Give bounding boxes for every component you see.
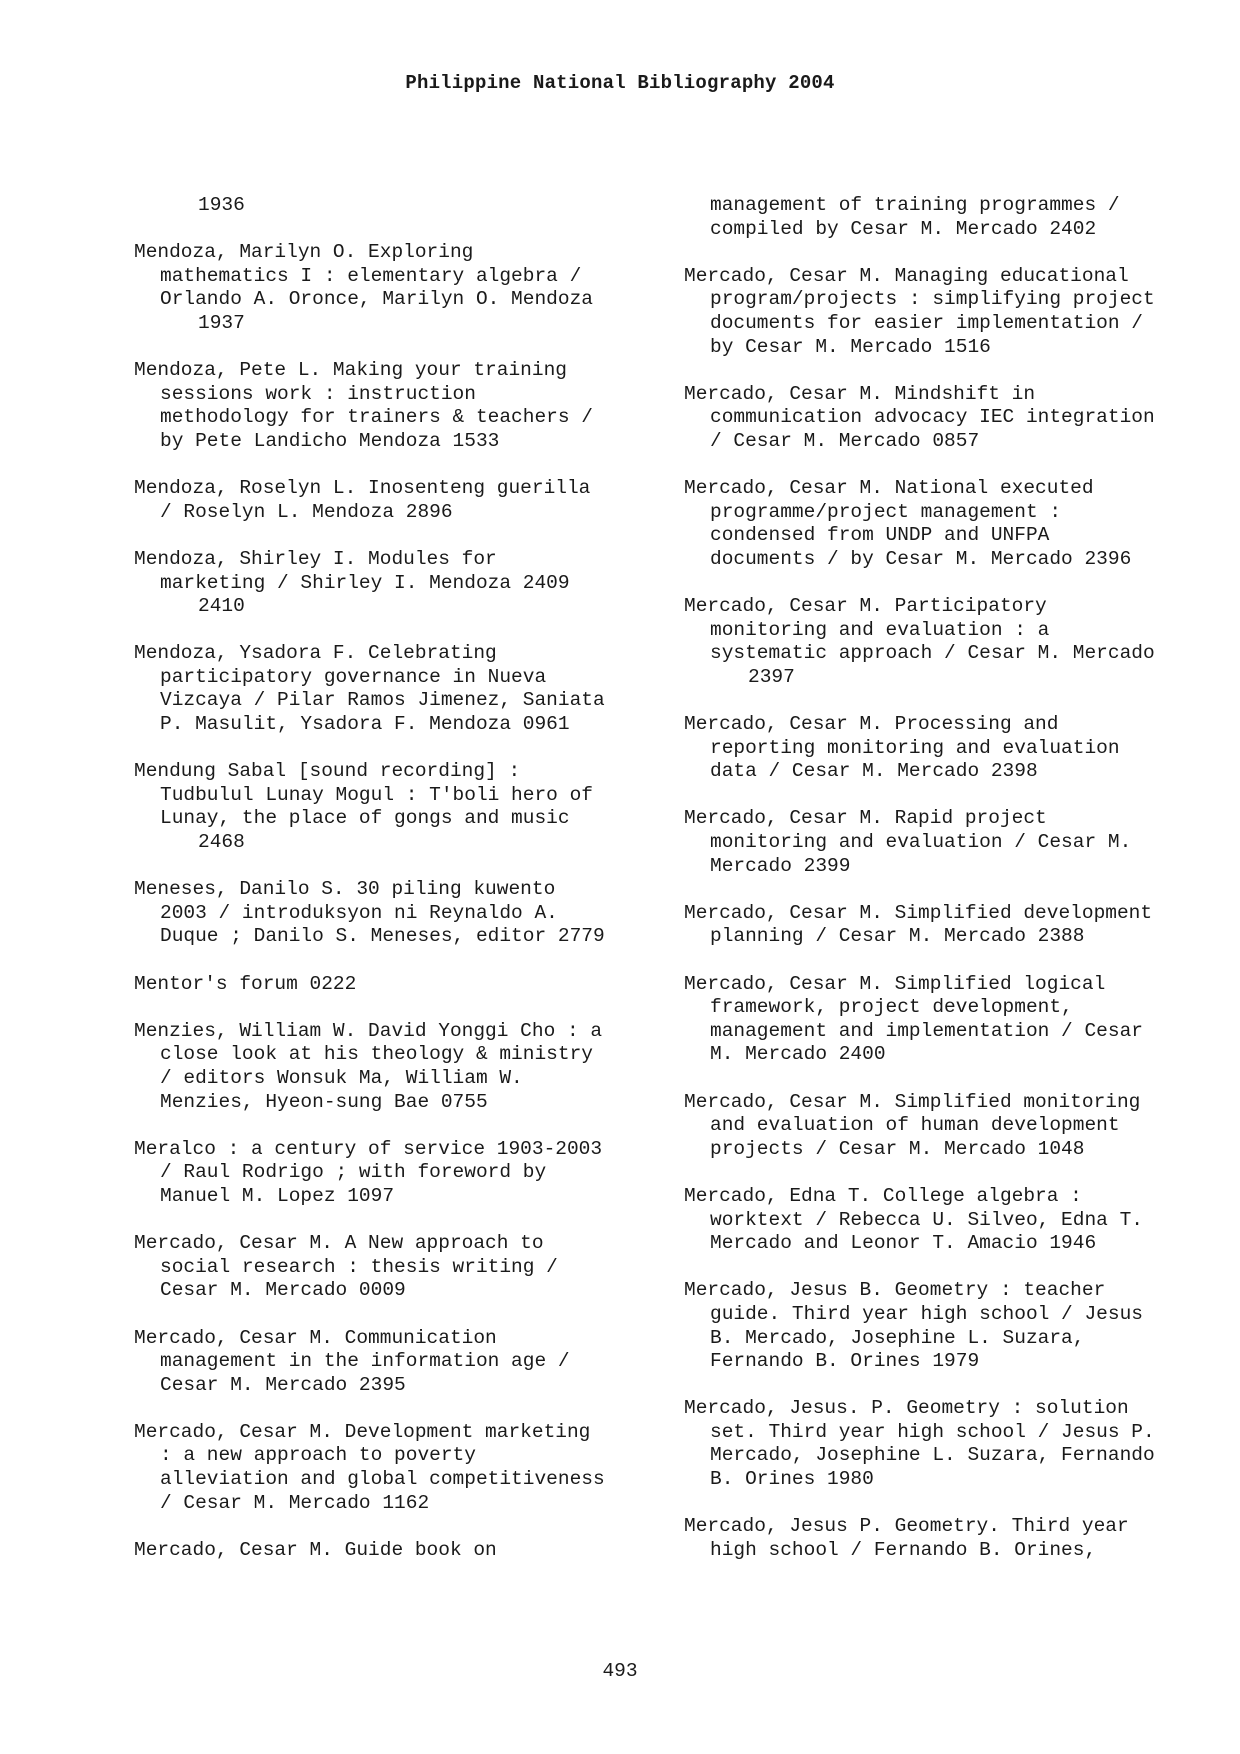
entry-gap bbox=[134, 1515, 664, 1539]
entry-continuation-line: Menzies, Hyeon-sung Bae 0755 bbox=[160, 1090, 488, 1113]
entry-heading-line: Mercado, Cesar M. Communication bbox=[134, 1326, 497, 1349]
entry-heading-line: Meralco : a century of service 1903-2003 bbox=[134, 1137, 603, 1160]
entry-heading-line: Mercado, Cesar M. Guide book on bbox=[134, 1538, 497, 1561]
entry-continuation-line: documents for easier implementation / bbox=[710, 311, 1143, 334]
entry-gap bbox=[134, 949, 664, 973]
entry-continuation-line: / Roselyn L. Mendoza 2896 bbox=[160, 500, 453, 523]
entry-continuation-line: B. Orines 1980 bbox=[710, 1468, 874, 1491]
entry-gap bbox=[134, 619, 664, 643]
entry-continuation-line: / Cesar M. Mercado 1162 bbox=[160, 1491, 430, 1514]
entry-heading-line: Mentor's forum 0222 bbox=[134, 972, 357, 995]
entry-heading-line: Mercado, Cesar M. Participatory bbox=[684, 595, 1047, 618]
entry-gap bbox=[684, 359, 1214, 383]
entry-continuation-line: close look at his theology & ministry bbox=[160, 1043, 593, 1066]
entry-continuation-line: by Cesar M. Mercado 1516 bbox=[710, 335, 991, 358]
entry-continuation-line: 2003 / introduksyon ni Reynaldo A. bbox=[160, 901, 558, 924]
entry-continuation-line: B. Mercado, Josephine L. Suzara, bbox=[710, 1326, 1085, 1349]
entry-continuation-line: projects / Cesar M. Mercado 1048 bbox=[710, 1137, 1085, 1160]
entry-heading-line: Mercado, Edna T. College algebra : bbox=[684, 1184, 1082, 1207]
entry-gap bbox=[134, 855, 664, 879]
entry-continuation-line: Mercado and Leonor T. Amacio 1946 bbox=[710, 1232, 1097, 1255]
entry-continuation-line: P. Masulit, Ysadora F. Mendoza 0961 bbox=[160, 713, 570, 736]
page-number: 493 bbox=[602, 1660, 638, 1682]
entry-continuation-line: / editors Wonsuk Ma, William W. bbox=[160, 1066, 523, 1089]
entry-heading-line: Mendoza, Roselyn L. Inosenteng guerilla bbox=[134, 477, 591, 500]
entry-gap bbox=[684, 1161, 1214, 1185]
entry-heading-line: Mercado, Cesar M. National executed bbox=[684, 477, 1094, 500]
entry-continuation-line: management of training programmes / bbox=[710, 194, 1120, 216]
entry-continuation-line: framework, project development, bbox=[710, 996, 1073, 1019]
entry-continuation-line: compiled by Cesar M. Mercado 2402 bbox=[710, 217, 1097, 240]
entry-gap bbox=[134, 524, 664, 548]
entry-heading-line: Mercado, Cesar M. Rapid project bbox=[684, 807, 1047, 830]
entry-continuation-line: management and implementation / Cesar bbox=[710, 1019, 1143, 1042]
entry-gap bbox=[134, 1397, 664, 1421]
entry-heading-line: Mendoza, Ysadora F. Celebrating bbox=[134, 642, 497, 665]
entry-heading-line: Mercado, Cesar M. A New approach to bbox=[134, 1232, 544, 1255]
entry-heading-line: Mercado, Cesar M. Processing and bbox=[684, 713, 1059, 736]
entry-continuation-line: Cesar M. Mercado 2395 bbox=[160, 1373, 406, 1396]
entry-continuation-line: and evaluation of human development bbox=[710, 1114, 1120, 1137]
entry-continuation-line: Lunay, the place of gongs and music bbox=[160, 807, 570, 830]
entry-gap bbox=[684, 1492, 1214, 1516]
entry-continuation-line: sessions work : instruction bbox=[160, 382, 476, 405]
entry-gap bbox=[134, 336, 664, 360]
entry-continuation-line: management in the information age / bbox=[160, 1350, 570, 1373]
entry-gap bbox=[134, 1114, 664, 1138]
entry-gap bbox=[684, 949, 1214, 973]
entry-continuation-line: guide. Third year high school / Jesus bbox=[710, 1302, 1143, 1325]
entry-heading-line: Mercado, Cesar M. Simplified development bbox=[684, 901, 1153, 924]
entry-heading-line: Mendoza, Marilyn O. Exploring bbox=[134, 241, 474, 264]
entry-gap bbox=[134, 737, 664, 761]
entry-gap bbox=[684, 454, 1214, 478]
entry-heading-line: Mercado, Cesar M. Simplified monitoring bbox=[684, 1090, 1141, 1113]
entry-heading-line: Mercado, Cesar M. Mindshift in bbox=[684, 382, 1036, 405]
entry-continuation-line: 1937 bbox=[198, 311, 245, 334]
page-title: Philippine National Bibliography 2004 bbox=[405, 72, 835, 94]
entry-continuation-line: Mercado, Josephine L. Suzara, Fernando bbox=[710, 1444, 1155, 1467]
entry-continuation-line: mathematics I : elementary algebra / bbox=[160, 264, 582, 287]
entry-continuation-line: alleviation and global competitiveness bbox=[160, 1468, 605, 1491]
entry-continuation-line: programme/project management : bbox=[710, 500, 1062, 523]
entry-continuation-line: / Raul Rodrigo ; with foreword by bbox=[160, 1161, 547, 1184]
entry-continuation-line: 1936 bbox=[198, 194, 245, 216]
entry-continuation-line: Vizcaya / Pilar Ramos Jimenez, Saniata bbox=[160, 689, 605, 712]
entry-continuation-line: condensed from UNDP and UNFPA bbox=[710, 524, 1050, 547]
entry-heading-line: Mercado, Cesar M. Managing educational bbox=[684, 264, 1129, 287]
entry-heading-line: Mercado, Cesar M. Development marketing bbox=[134, 1420, 591, 1443]
entry-continuation-line: set. Third year high school / Jesus P. bbox=[710, 1420, 1155, 1443]
entry-continuation-line: Duque ; Danilo S. Meneses, editor 2779 bbox=[160, 925, 605, 948]
entry-continuation-line: Orlando A. Oronce, Marilyn O. Mendoza bbox=[160, 288, 593, 311]
entry-continuation-line: Cesar M. Mercado 0009 bbox=[160, 1279, 406, 1302]
entry-continuation-line: monitoring and evaluation : a bbox=[710, 618, 1050, 641]
entry-continuation-line: marketing / Shirley I. Mendoza 2409 bbox=[160, 571, 570, 594]
entry-continuation-line: M. Mercado 2400 bbox=[710, 1043, 886, 1066]
entry-continuation-line: participatory governance in Nueva bbox=[160, 665, 547, 688]
entry-continuation-line: worktext / Rebecca U. Silveo, Edna T. bbox=[710, 1208, 1143, 1231]
entry-continuation-line: by Pete Landicho Mendoza 1533 bbox=[160, 429, 500, 452]
entry-continuation-line: reporting monitoring and evaluation bbox=[710, 736, 1120, 759]
entry-gap bbox=[684, 784, 1214, 808]
entry-continuation-line: communication advocacy IEC integration bbox=[710, 406, 1155, 429]
right-column bbox=[684, 194, 1214, 1562]
entry-heading-line: Mendoza, Pete L. Making your training bbox=[134, 359, 567, 382]
entry-continuation-line: methodology for trainers & teachers / bbox=[160, 406, 593, 429]
entry-gap bbox=[134, 1303, 664, 1327]
entry-gap bbox=[684, 1256, 1214, 1280]
entry-continuation-line: Manuel M. Lopez 1097 bbox=[160, 1184, 395, 1207]
entry-gap bbox=[684, 241, 1214, 265]
entry-gap bbox=[684, 878, 1214, 902]
entry-continuation-line: Fernando B. Orines 1979 bbox=[710, 1350, 980, 1373]
entry-continuation-line: / Cesar M. Mercado 0857 bbox=[710, 429, 980, 452]
entry-gap bbox=[684, 689, 1214, 713]
entry-continuation-line: documents / by Cesar M. Mercado 2396 bbox=[710, 547, 1132, 570]
entry-continuation-line: : a new approach to poverty bbox=[160, 1444, 476, 1467]
entry-gap bbox=[684, 1374, 1214, 1398]
entry-continuation-line: high school / Fernando B. Orines, bbox=[710, 1538, 1097, 1561]
entry-heading-line: Mendung Sabal [sound recording] : bbox=[134, 760, 521, 783]
left-column bbox=[134, 194, 664, 1562]
entry-continuation-line: Tudbulul Lunay Mogul : T'boli hero of bbox=[160, 783, 593, 806]
entry-heading-line: Menzies, William W. David Yonggi Cho : a bbox=[134, 1019, 603, 1042]
entry-gap bbox=[134, 1209, 664, 1233]
entry-heading-line: Mercado, Cesar M. Simplified logical bbox=[684, 972, 1106, 995]
entry-gap bbox=[134, 996, 664, 1020]
entry-gap bbox=[684, 572, 1214, 596]
entry-continuation-line: data / Cesar M. Mercado 2398 bbox=[710, 760, 1038, 783]
entry-gap bbox=[134, 454, 664, 478]
entry-continuation-line: 2397 bbox=[748, 665, 795, 688]
entry-continuation-line: 2468 bbox=[198, 831, 245, 854]
entry-heading-line: Mercado, Jesus B. Geometry : teacher bbox=[684, 1279, 1106, 1302]
entry-continuation-line: social research : thesis writing / bbox=[160, 1255, 558, 1278]
entry-gap bbox=[134, 218, 664, 242]
entry-gap bbox=[684, 1067, 1214, 1091]
entry-continuation-line: systematic approach / Cesar M. Mercado bbox=[710, 642, 1155, 665]
entry-continuation-line: program/projects : simplifying project bbox=[710, 288, 1155, 311]
entry-continuation-line: monitoring and evaluation / Cesar M. bbox=[710, 831, 1132, 854]
entry-continuation-line: Mercado 2399 bbox=[710, 854, 851, 877]
entry-heading-line: Mercado, Jesus P. Geometry. Third year bbox=[684, 1515, 1129, 1538]
entry-heading-line: Meneses, Danilo S. 30 piling kuwento bbox=[134, 878, 556, 901]
entry-continuation-line: planning / Cesar M. Mercado 2388 bbox=[710, 925, 1085, 948]
entry-heading-line: Mercado, Jesus. P. Geometry : solution bbox=[684, 1397, 1129, 1420]
entry-heading-line: Mendoza, Shirley I. Modules for bbox=[134, 547, 497, 570]
entry-continuation-line: 2410 bbox=[198, 595, 245, 618]
